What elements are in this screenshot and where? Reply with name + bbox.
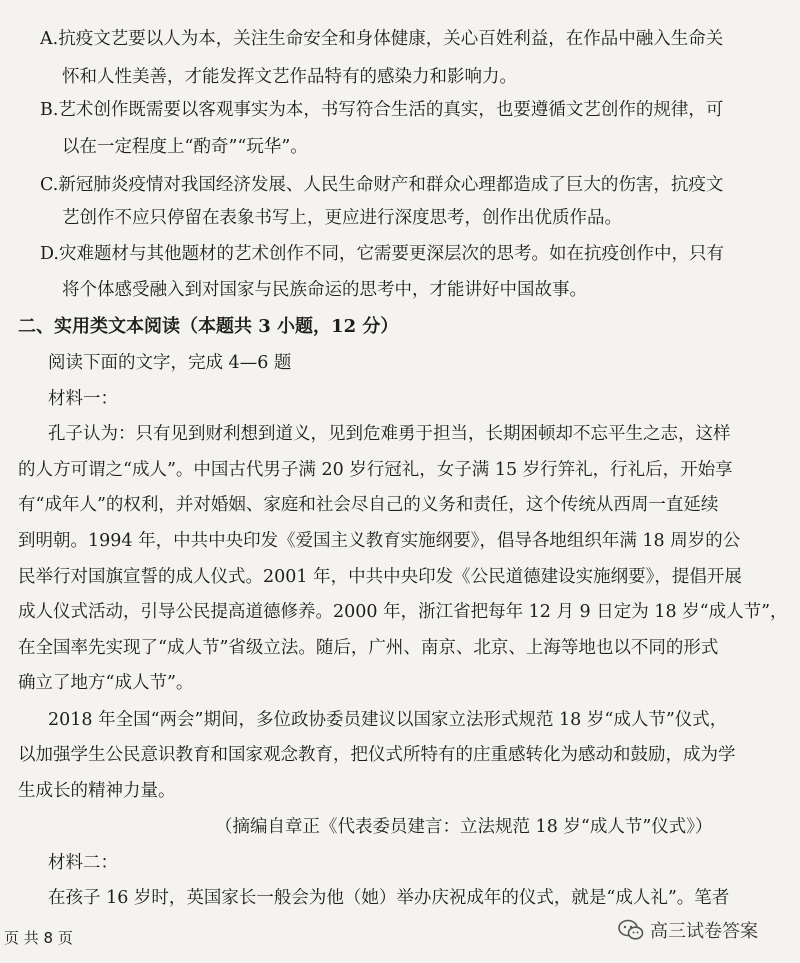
material-two-label: 材料二： [48, 853, 118, 873]
material-one-para2-line: 以加强学生公民意识教育和国家观念教育，把仪式所特有的庄重感转化为感动和鼓励，成为学 [18, 745, 736, 765]
option-c-line1: C.新冠肺炎疫情对我国经济发展、人民生命财产和群众心理都造成了巨大的伤害，抗疫文 [40, 175, 724, 195]
material-one-line: 到明朝。1994 年，中共中央印发《爱国主义教育实施纲要》，倡导各地组织年满 18 周岁的公 [18, 531, 741, 551]
material-one-line: 的人方可谓之“成人”。中国古代男子满 20 岁行冠礼，女子满 15 岁行笄礼，行礼后，开始享 [18, 460, 733, 480]
material-one-para2-line: 生成长的精神力量。 [18, 781, 176, 801]
section-instruction: 阅读下面的文字，完成 4—6 题 [48, 353, 292, 373]
material-two-line1: 在孩子 16 岁时，英国家长一般会为他（她）举办庆祝成年的仪式，就是“成人礼”。笔者 [48, 888, 730, 908]
material-one-line: 确立了地方“成人节”。 [18, 673, 194, 693]
watermark-text: 高三试卷答案 [650, 921, 758, 942]
option-a-line1: A.抗疫文艺要以人为本，关注生命安全和身体健康，关心百姓利益，在作品中融入生命关 [40, 29, 724, 49]
material-one-para2-line: 2018 年全国“两会”期间，多位政协委员建议以国家立法形式规范 18 岁“成人节”仪式， [48, 710, 728, 730]
material-one-line: 孔子认为：只有见到财利想到道义，见到危难勇于担当，长期困顿却不忘平生之志，这样 [48, 424, 731, 444]
option-b-line2: 以在一定程度上“酌奇”“玩华”。 [62, 137, 308, 157]
section-heading: 二、实用类文本阅读（本题共 3 小题，12 分） [18, 316, 399, 337]
material-one-line: 成人仪式活动，引导公民提高道德修养。2000 年，浙江省把每年 12 月 9 日定为 18 岁“成人节”， [18, 602, 788, 622]
watermark [618, 917, 758, 943]
option-c-line2: 艺创作不应只停留在表象书写上，更应进行深度思考，创作出优质作品。 [62, 208, 622, 228]
material-one-label: 材料一： [48, 389, 118, 409]
option-d-line1: D.灾难题材与其他题材的艺术创作不同，它需要更深层次的思考。如在抗疫创作中，只有 [40, 244, 724, 264]
material-one-line: 在全国率先实现了“成人节”省级立法。随后，广州、南京、北京、上海等地也以不同的形式 [18, 638, 719, 658]
page-footer: 页 共 8 页 [4, 929, 73, 947]
option-d-line2: 将个体感受融入到对国家与民族命运的思考中，才能讲好中国故事。 [62, 280, 587, 300]
wechat-icon [618, 919, 644, 941]
material-one-line: 民举行对国旗宣誓的成人仪式。2001 年，中共中央印发《公民道德建设实施纲要》，提倡开展 [18, 567, 742, 587]
option-b-line1: B.艺术创作既需要以客观事实为本，书写符合生活的真实，也要遵循文艺创作的规律，可 [40, 100, 724, 120]
material-one-source: （摘编自章正《代表委员建言：立法规范 18 岁“成人节”仪式》） [215, 817, 713, 837]
option-a-line2: 怀和人性美善，才能发挥文艺作品特有的感染力和影响力。 [62, 67, 517, 87]
material-one-line: 有“成年人”的权利，并对婚姻、家庭和社会尽自己的义务和责任，这个传统从西周一直延续 [18, 495, 719, 515]
